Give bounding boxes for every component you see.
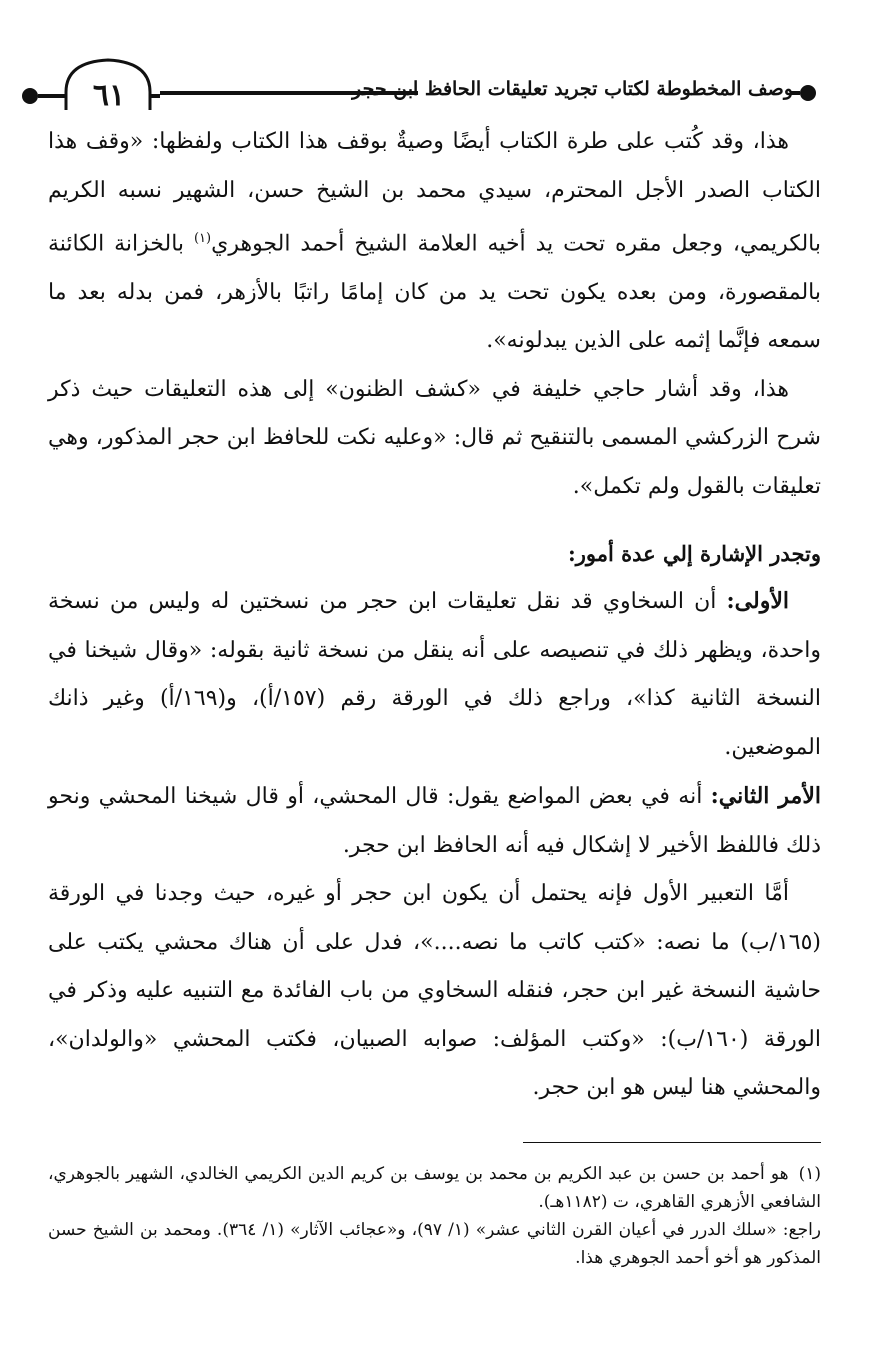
header-left-dot bbox=[22, 88, 38, 104]
paragraph-first-point bbox=[48, 577, 821, 772]
main-text bbox=[48, 118, 821, 1113]
footnote-ref-1[interactable]: (١) bbox=[193, 231, 212, 246]
footnote-1-text: هو أحمد بن حسن بن عبد الكريم بن محمد بن يوسف بن كريم الدين الكريمي الخالدي، الشهير بالجوهري، الشافعي الأزهري القاهري، ت (١١٨٢هـ). bbox=[48, 1164, 821, 1212]
paragraph-first-expression: أمَّا التعبير الأول فإنه يحتمل أن يكون ابن حجر أو غيره، حيث وجدنا في الورقة (١٦٥/ب) ما نصه: «كتب كاتب ما نصه....»، فدل على أن هناك محشي يكتب على حاشية النسخة غير ابن حجر، فنقله السخاوي من باب الفائدة مع التنبيه عليه وذكر في الورقة (١٦٠/ب): «وكتب المؤلف: صوابه الصبيان، فكتب المحشي «والولدان»، والمحشي هنا ليس هو ابن حجر. bbox=[48, 881, 821, 1101]
paragraph-hajji-khalifa: هذا، وقد أشار حاجي خليفة في «كشف الظنون» إلى هذه التعليقات حيث ذكر شرح الزركشي المسمى بالتنقيح ثم قال: «وعليه نكت للحافظ ابن حجر المذكور، وهي تعليقات بالقول ولم تكمل». bbox=[48, 376, 821, 499]
paragraph-waqf-tail: بالخزانة الكائنة بالمقصورة، ومن بعده يكون تحت يد من كان إمامًا راتبًا بالأزهر، فمن بدله بعد ما سمعه فإنَّما إثمه على الذين يبدلونه». bbox=[48, 231, 821, 354]
paragraph-waqf bbox=[48, 118, 821, 366]
footnote-1 bbox=[48, 1160, 821, 1216]
section-heading: وتجدر الإشارة إلي عدة أمور: bbox=[567, 541, 821, 567]
footnotes bbox=[48, 1160, 821, 1272]
first-point-label: الأولى: bbox=[726, 588, 789, 615]
paragraph-second-point bbox=[48, 772, 821, 870]
footnote-1-references: راجع: «سلك الدرر في أعيان القرن الثاني عشر» (١/ ٩٧)، و«عجائب الآثار» (١/ ٣٦٤). ومحمد بن الشيخ حسن المذكور هو أخو أحمد الجوهري هذا. bbox=[48, 1220, 822, 1268]
paragraph-waqf-text: هذا، وقد كُتب على طرة الكتاب أيضًا وصيةٌ بوقف هذا الكتاب ولفظها: «وقف هذا الكتاب الصدر الأجل المحترم، سيدي محمد بن الشيخ حسن، الشهير نسبه الكريم بالكريمي، وجعل مقره تحت يد أخيه العلامة الشيخ أحمد الجوهري bbox=[48, 129, 821, 257]
second-point-label: الأمر الثاني: bbox=[710, 783, 821, 810]
footnote-divider bbox=[523, 1142, 821, 1143]
page-header bbox=[0, 0, 873, 120]
footnote-1-mark: (١) bbox=[798, 1164, 821, 1184]
second-point-text: أنه في بعض المواضع يقول: قال المحشي، أو قال شيخنا المحشي ونحو ذلك فاللفظ الأخير لا إشكال فيه أنه الحافظ ابن حجر. bbox=[48, 784, 821, 858]
first-point-text: أن السخاوي قد نقل تعليقات ابن حجر من نسختين له وليس من نسخة واحدة، ويظهر ذلك في تنصيصه على أنه ينقل من نسخة ثانية بقوله: «وقال شيخنا في النسخة الثانية كذا»، وراجع ذلك في الورقة رقم (١٥٧/أ)، و(١٦٩/أ) وغير ذانك الموضعين. bbox=[48, 589, 821, 760]
page-number: ٦١ bbox=[92, 78, 126, 113]
running-title: وصف المخطوطة لكتاب تجريد تعليقات الحافظ ابن حجر bbox=[352, 78, 793, 100]
header-right-dot bbox=[800, 85, 816, 101]
